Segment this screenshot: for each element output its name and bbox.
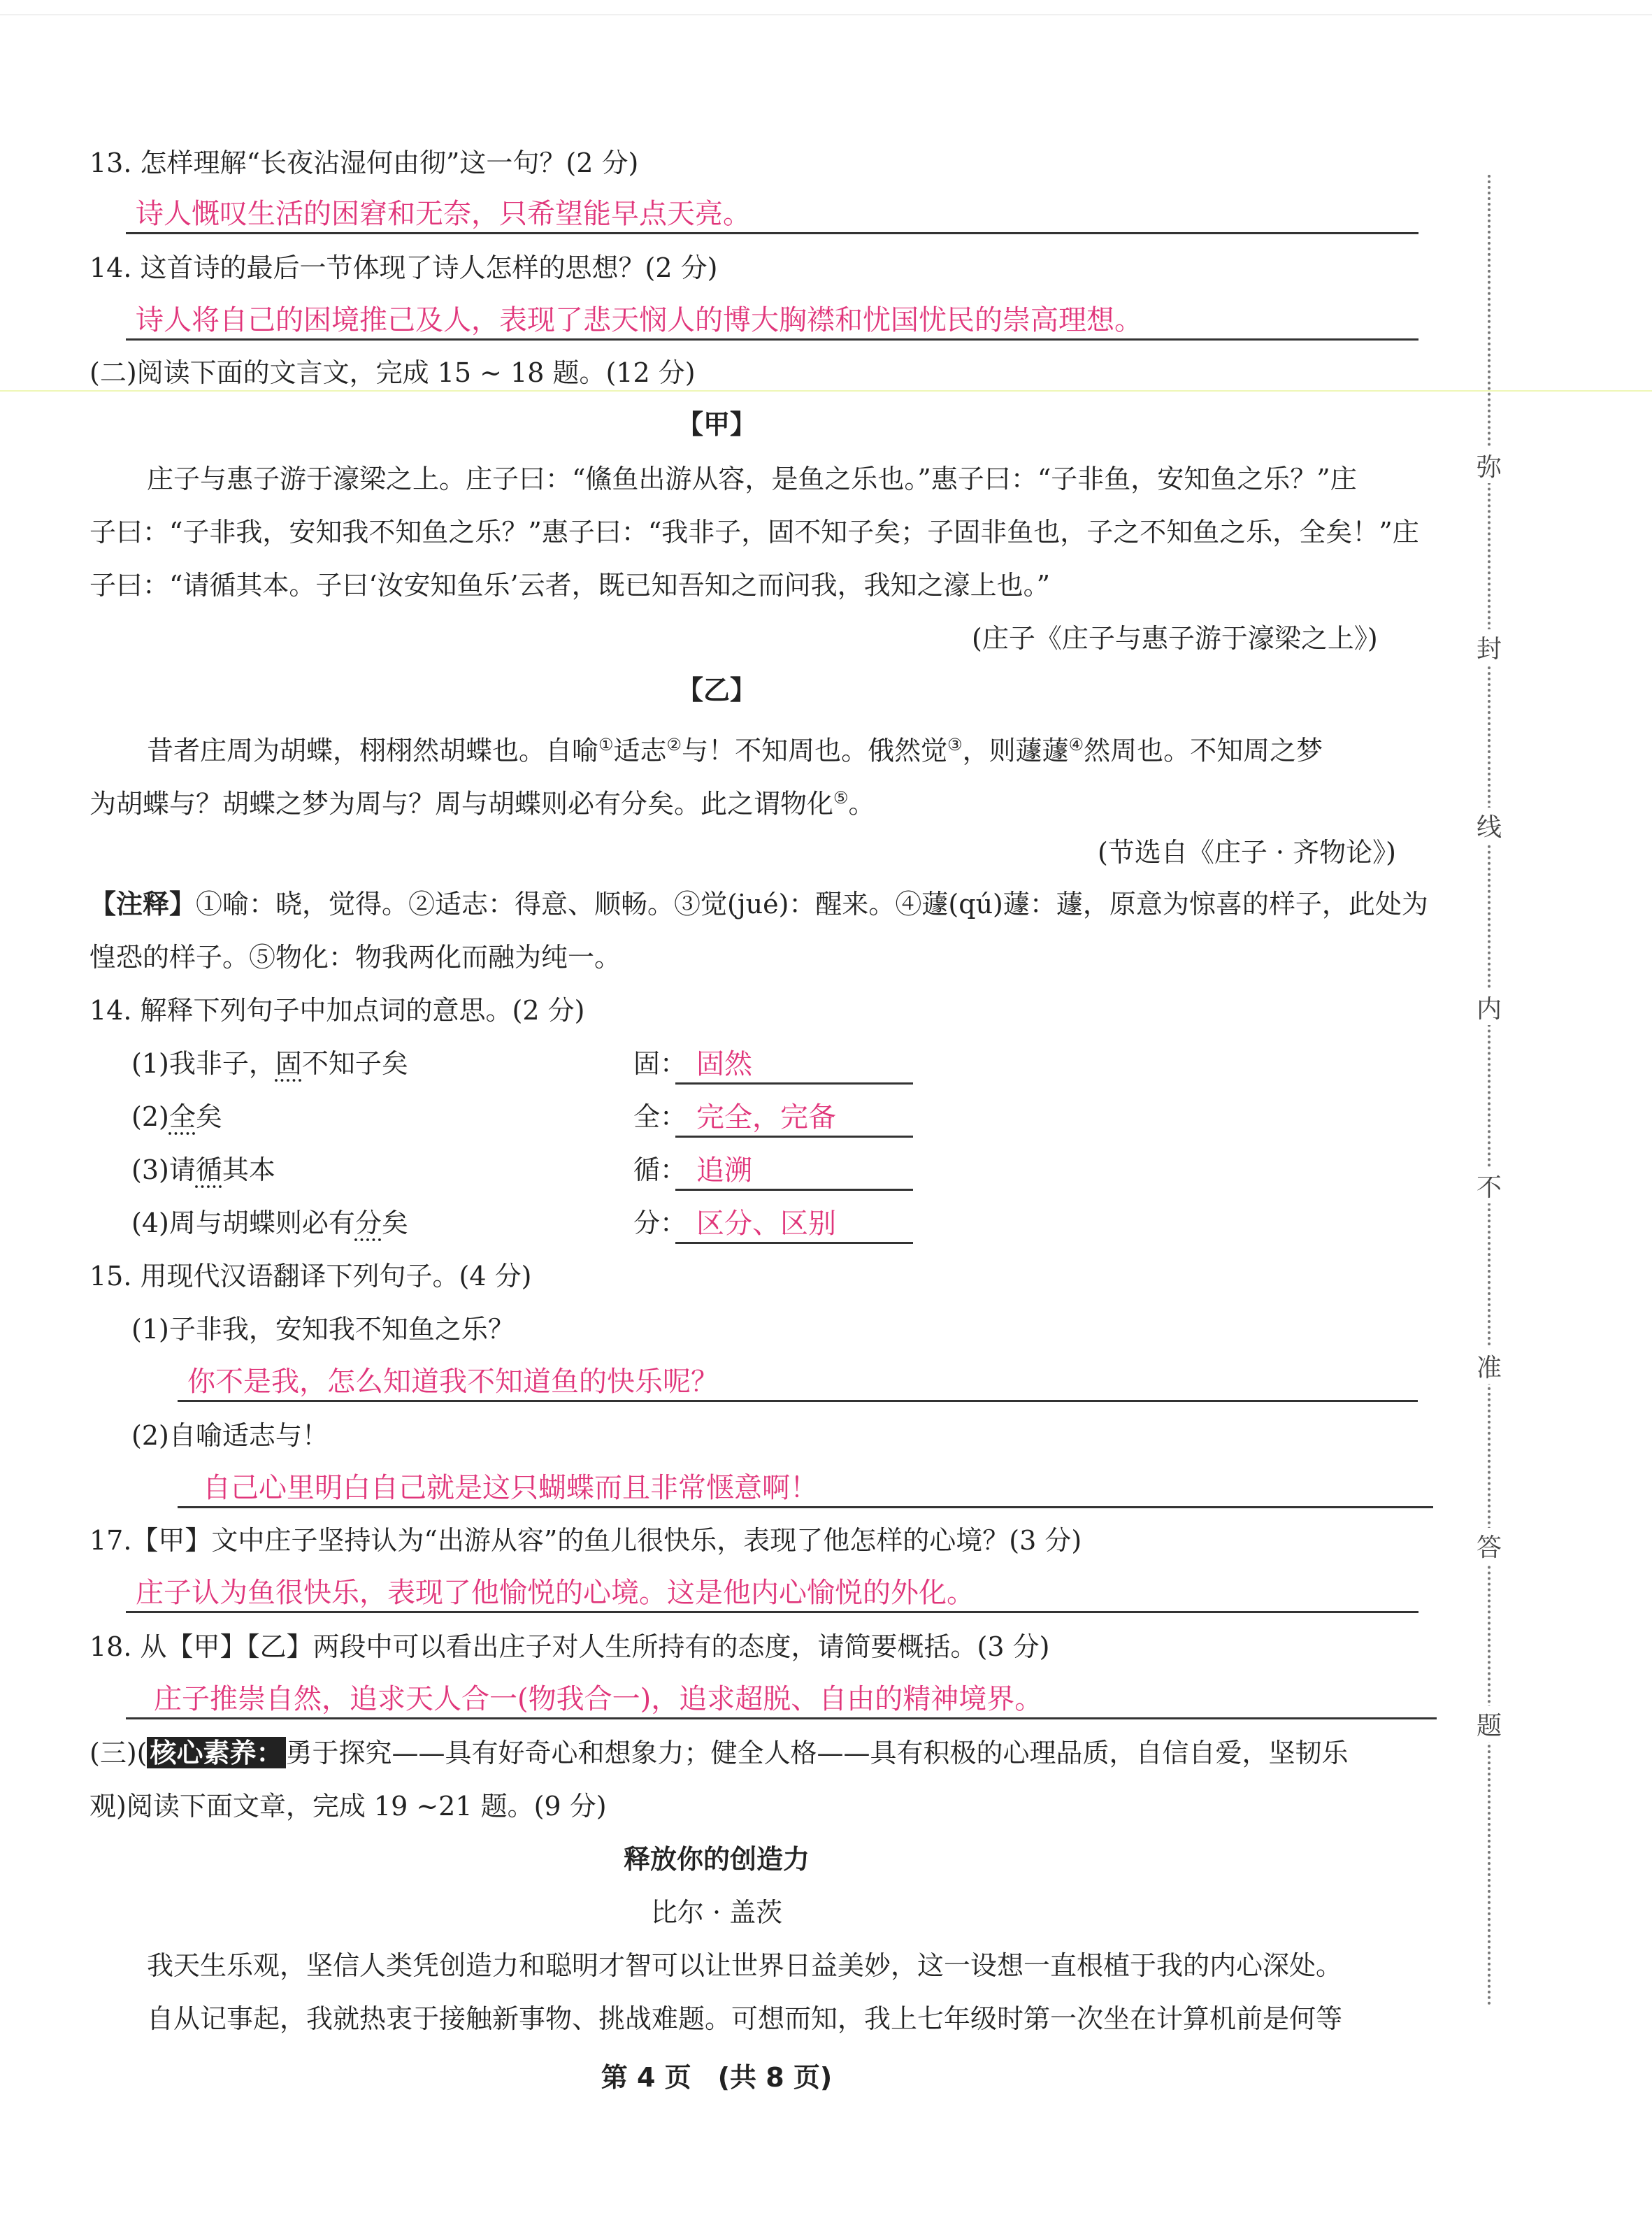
notes-label: 【注释】 xyxy=(89,888,196,920)
q17-question: 17.【甲】文中庄子坚持认为“出游从容”的鱼儿很快乐，表现了他怎样的心境？(3 分) xyxy=(89,1525,1082,1556)
q15-answer-1: 你不是我，怎么知道我不知道鱼的快乐呢？ xyxy=(178,1364,1418,1402)
jia-line-2: 子曰：“子非我，安知我不知鱼之乐？”惠子曰：“我非子，固不知子矣；子固非鱼也，子之不知鱼之乐，全矣！”庄 xyxy=(89,517,1419,548)
seal-char-3: 线 xyxy=(1474,808,1504,843)
q15-sentence-2: (2)自喻适志与！ xyxy=(131,1420,329,1451)
q14-item-1-answer: 固然 xyxy=(675,1046,913,1085)
q17-answer: 庄子认为鱼很快乐，表现了他愉悦的心境。这是他内心愉悦的外化。 xyxy=(126,1575,1418,1613)
q14-poem-answer: 诗人将自己的困境推己及人，表现了悲天悯人的博大胸襟和忧国忧民的崇高理想。 xyxy=(126,302,1418,341)
q18-answer: 庄子推崇自然，追求天人合一(物我合一)，追求超脱、自由的精神境界。 xyxy=(126,1681,1437,1719)
seal-char-5: 不 xyxy=(1474,1168,1504,1203)
q14-item-2: (2)全矣 xyxy=(131,1101,222,1132)
article-paragraph-2: 自从记事起，我就热衷于接触新事物、挑战难题。可想而知，我上七年级时第一次坐在计算机前是何等 xyxy=(147,2003,1343,2034)
yi-source: (节选自《庄子 · 齐物论》) xyxy=(1098,837,1396,868)
q14-item-4: (4)周与胡蝶则必有分矣 xyxy=(131,1208,408,1238)
yi-title: 【乙】 xyxy=(676,674,756,706)
section3-line-1: (三)( 核心素养： 勇于探究——具有好奇心和想象力；健全人格——具有积极的心理品质，自信自爱，坚韧乐 xyxy=(89,1737,1349,1768)
q15-answer-2: 自己心里明白自己就是这只蝴蝶而且非常惬意啊！ xyxy=(178,1470,1433,1508)
q13-answer: 诗人慨叹生活的困窘和无奈，只希望能早点天亮。 xyxy=(126,196,1418,234)
q14-item-3-answer: 追溯 xyxy=(675,1152,913,1191)
q15-sentence-1: (1)子非我，安知我不知鱼之乐？ xyxy=(131,1314,515,1345)
q15-question: 15. 用现代汉语翻译下列句子。(4 分) xyxy=(89,1261,532,1292)
yi-line-2: 为胡蝶与？胡蝶之梦为周与？周与胡蝶则必有分矣。此之谓物化⑤。 xyxy=(89,788,875,820)
seal-char-7: 答 xyxy=(1474,1528,1504,1564)
top-edge-line xyxy=(0,14,1652,15)
q14-item-4-answer: 区分、区别 xyxy=(675,1205,913,1244)
yi-line-1: 昔者庄周为胡蝶，栩栩然胡蝶也。自喻①适志②与！不知周也。俄然觉③，则蘧蘧④然周也。不知周之梦 xyxy=(147,735,1323,766)
notes-line-2: 惶恐的样子。⑤物化：物我两化而融为纯一。 xyxy=(89,942,622,973)
section3-line-2: 观)阅读下面文章，完成 19 ~21 题。(9 分) xyxy=(89,1791,607,1822)
seal-char-1: 弥 xyxy=(1474,448,1504,483)
article-title: 释放你的创造力 xyxy=(623,1844,810,1875)
seal-char-4: 内 xyxy=(1474,989,1504,1025)
jia-title: 【甲】 xyxy=(676,408,756,440)
q14-explain-question: 14. 解释下列句子中加点词的意思。(2 分) xyxy=(89,995,585,1026)
q14-poem-question: 14. 这首诗的最后一节体现了诗人怎样的思想？(2 分) xyxy=(89,252,718,283)
page-footer: 第 4 页 (共 8 页) xyxy=(601,2062,833,2093)
faint-divider xyxy=(0,390,1652,392)
notes-line-1: 【注释】①喻：晓，觉得。②适志：得意、顺畅。③觉(jué)：醒来。④蘧(qú)蘧：蘧，原意为惊喜的样子，此处为 xyxy=(89,888,1428,920)
core-literacy-tag: 核心素养： xyxy=(147,1737,285,1768)
jia-line-1: 庄子与惠子游于濠梁之上。庄子曰：“鯈鱼出游从容，是鱼之乐也。”惠子曰：“子非鱼，安知鱼之乐？”庄 xyxy=(147,464,1357,494)
jia-line-3: 子曰：“请循其本。子曰‘汝安知鱼乐’云者，既已知吾知之而问我，我知之濠上也。” xyxy=(89,570,1051,601)
q14-item-4-word: 分： xyxy=(633,1208,687,1238)
seal-char-2: 封 xyxy=(1474,629,1504,665)
q14-item-3: (3)请循其本 xyxy=(131,1154,275,1185)
q14-item-2-word: 全： xyxy=(633,1101,687,1132)
seal-char-8: 题 xyxy=(1474,1706,1504,1742)
q18-question: 18. 从【甲】【乙】两段中可以看出庄子对人生所持有的态度，请简要概括。(3 分) xyxy=(89,1631,1050,1662)
q14-item-3-word: 循： xyxy=(633,1154,687,1185)
q14-item-2-answer: 完全，完备 xyxy=(675,1099,913,1138)
article-author: 比尔 · 盖茨 xyxy=(650,1897,783,1928)
seal-char-6: 准 xyxy=(1474,1348,1504,1384)
section2-heading: (二)阅读下面的文言文，完成 15 ~ 18 题。(12 分) xyxy=(89,357,696,388)
article-paragraph-1: 我天生乐观，坚信人类凭创造力和聪明才智可以让世界日益美妙，这一设想一直根植于我的内心深处。 xyxy=(147,1950,1343,1981)
jia-source: (庄子《庄子与惠子游于濠梁之上》) xyxy=(972,623,1378,654)
q14-item-1-word: 固： xyxy=(633,1048,687,1079)
q14-item-1: (1)我非子，固不知子矣 xyxy=(131,1048,408,1079)
q13-question: 13. 怎样理解“长夜沾湿何由彻”这一句？(2 分) xyxy=(89,148,639,178)
